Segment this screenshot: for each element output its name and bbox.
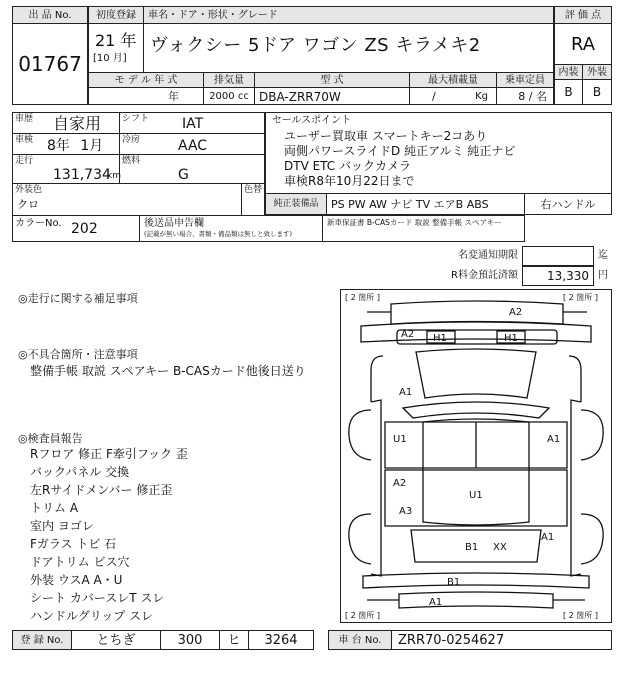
lot-number-cell xyxy=(12,23,88,105)
handle-cell xyxy=(524,193,612,215)
inspector-line: Fガラス トビ 石 xyxy=(30,537,117,551)
interior-label-cell xyxy=(554,64,583,80)
recycle-unit: 円 xyxy=(598,270,608,281)
mark-door-right: A1 xyxy=(547,434,561,445)
sales-points-label: セールスポイント xyxy=(272,115,352,126)
max-load-unit: Kg xyxy=(475,91,488,102)
equipment-label-cell xyxy=(265,193,327,215)
mark-back-x: XX xyxy=(493,542,507,553)
lot-number-label-cell xyxy=(12,6,88,24)
color-no-cell xyxy=(12,215,140,242)
exterior-score-cell xyxy=(582,79,612,105)
handle-value: 右ハンドル xyxy=(540,198,596,211)
history-cell xyxy=(12,112,120,134)
inspector-line: 室内 ヨゴレ xyxy=(30,519,94,533)
displacement-value: 2000 cc xyxy=(209,91,249,102)
inspector-line: 外装 ウスA A・U xyxy=(30,573,123,587)
fuel-value: G xyxy=(178,167,189,183)
shift-value: IAT xyxy=(182,116,204,132)
mark-rear-door-left: A2 xyxy=(393,478,407,489)
model-year-label: モ デ ル 年 式 xyxy=(114,75,178,86)
mark-front-left: A2 xyxy=(401,329,415,340)
aftermarket-note: (記載が無い場合、書類・備品類は無しと致します) xyxy=(144,230,293,238)
inspection-label: 車検 xyxy=(15,135,34,145)
exterior-score: B xyxy=(592,85,602,99)
interior-label: 内装 xyxy=(558,67,579,78)
new-car-docs: 新車保証書 B-CASカード 取説 整備手帳 スペアキー xyxy=(327,218,502,227)
notice-box xyxy=(522,246,594,266)
type-cell xyxy=(254,87,410,105)
interior-score: B xyxy=(564,85,573,99)
sales-point-line: 車検R8年10月22日まで xyxy=(284,174,415,188)
model-year-unit: 年 xyxy=(168,90,179,103)
first-reg-label: 初度登録 xyxy=(96,10,136,21)
sales-points-cell xyxy=(265,112,612,194)
first-reg-year: 21 年 xyxy=(95,31,137,50)
fuel-cell xyxy=(119,154,265,184)
first-reg-label-cell xyxy=(88,6,144,24)
type-value: DBA-ZRR70W xyxy=(259,90,341,104)
color-change-label: 色替 xyxy=(244,185,263,195)
diagram-tag-bottom-left: [ 2 箇所 ] xyxy=(345,611,380,620)
score-cell xyxy=(554,23,612,65)
shift-label: シフト xyxy=(122,114,150,124)
interior-score-cell xyxy=(554,79,583,105)
history-label: 車歴 xyxy=(15,114,34,124)
model-year-label-cell xyxy=(88,72,204,88)
color-no-value: 202 xyxy=(71,221,98,237)
damage-diagram xyxy=(340,289,612,623)
inspector-list xyxy=(30,447,188,627)
diagram-tag-bottom-right: [ 2 箇所 ] xyxy=(563,611,598,620)
sales-point-line: ユーザー買取車 スマートキー2コあり xyxy=(284,129,488,143)
max-load-slash: / xyxy=(432,90,436,103)
notice-label: 名変通知期限 xyxy=(458,250,518,261)
mark-front-bumper: A2 xyxy=(509,307,523,318)
displacement-label-cell xyxy=(203,72,255,88)
recycle-value: 13,330 xyxy=(547,269,589,283)
first-reg-cell xyxy=(88,23,144,73)
mark-headlight-right: H1 xyxy=(504,333,518,344)
defects-title: ◎不具合箇所・注意事項 xyxy=(18,348,138,361)
fuel-label: 燃料 xyxy=(122,156,141,166)
max-load-cell xyxy=(409,87,497,105)
lot-number-label: 出 品 No. xyxy=(28,10,72,21)
registration-label-cell xyxy=(12,630,72,650)
sales-point-line: 両側パワースライドD 純正アルミ 純正ナビ xyxy=(284,144,516,158)
mark-roof: U1 xyxy=(469,490,483,501)
max-load-label-cell xyxy=(409,72,497,88)
model-year-cell xyxy=(88,87,204,105)
inspector-line: トリム A xyxy=(30,501,79,515)
score-label: 評 価 点 xyxy=(564,10,602,21)
mark-headlight-left: H1 xyxy=(433,333,447,344)
chassis-cell xyxy=(391,630,612,650)
exterior-color-label: 外装色 xyxy=(15,185,43,195)
ac-label: 冷房 xyxy=(122,135,141,145)
registration-class-cell xyxy=(160,630,220,650)
lot-number: 01767 xyxy=(18,52,82,76)
displacement-label: 排気量 xyxy=(214,75,244,86)
inspector-line: シート カバースレT スレ xyxy=(30,591,165,605)
registration-region: とちぎ xyxy=(96,633,136,648)
registration-region-cell xyxy=(71,630,161,650)
diagram-tag-top-right: [ 2 箇所 ] xyxy=(563,293,598,302)
capacity-label: 乗車定員 xyxy=(505,75,545,86)
mileage-unit: km xyxy=(107,171,121,181)
chassis-label: 車 台 No. xyxy=(338,635,382,646)
aftermarket-label: 後送品申告欄 xyxy=(144,218,204,229)
defects-line: 整備手帳 取説 スペアキー B-CASカード他後日送り xyxy=(30,364,306,378)
mark-rear-bumper: A1 xyxy=(429,597,443,608)
equipment-cell xyxy=(326,193,525,215)
exterior-label-cell xyxy=(582,64,612,80)
exterior-label: 外装 xyxy=(587,67,607,78)
type-label: 型 式 xyxy=(320,75,344,86)
shift-cell xyxy=(119,112,265,134)
color-no-label: カラーNo. xyxy=(15,218,62,229)
capacity-value: 8 / 名 xyxy=(518,90,547,103)
mark-rear-right: A1 xyxy=(541,532,555,543)
new-car-docs-cell xyxy=(322,215,525,242)
mark-door-left: U1 xyxy=(393,434,407,445)
capacity-label-cell xyxy=(496,72,554,88)
max-load-label: 最大積載量 xyxy=(428,75,478,86)
mark-fender-left: A1 xyxy=(399,387,413,398)
aftermarket-cell xyxy=(139,215,323,242)
inspector-line: 左Rサイドメンバー 修正歪 xyxy=(30,483,173,497)
diagram-tag-top-left: [ 2 箇所 ] xyxy=(345,293,380,302)
mileage-value: 131,734 xyxy=(53,167,111,183)
inspector-line: ハンドルグリップ スレ xyxy=(30,609,154,623)
car-name-cell xyxy=(143,23,554,73)
chassis-label-cell xyxy=(328,630,392,650)
inspector-title: ◎検査員報告 xyxy=(18,432,83,445)
mark-rear-bumper-top: B1 xyxy=(447,577,461,588)
first-reg-month: [10 月] xyxy=(93,53,127,64)
type-label-cell xyxy=(254,72,410,88)
displacement-cell xyxy=(203,87,255,105)
score-label-cell xyxy=(554,6,612,24)
registration-kana-cell xyxy=(219,630,249,650)
car-name-label-cell xyxy=(143,6,554,24)
sales-point-line: DTV ETC バックカメラ xyxy=(284,159,411,173)
recycle-box xyxy=(522,266,594,286)
ac-value: AAC xyxy=(178,138,208,154)
ac-cell xyxy=(119,133,265,155)
inspector-line: バックパネル 交換 xyxy=(30,465,130,479)
registration-class: 300 xyxy=(177,633,203,648)
capacity-cell xyxy=(496,87,554,105)
car-outline-svg xyxy=(341,290,611,622)
score-value: RA xyxy=(570,34,596,55)
mileage-cell xyxy=(12,154,120,184)
notice-unit: 迄 xyxy=(598,250,608,261)
registration-number: 3264 xyxy=(264,633,298,648)
mileage-label: 走行 xyxy=(15,156,34,166)
registration-number-cell xyxy=(248,630,314,650)
history-value: 自家用 xyxy=(53,114,102,133)
equipment-label: 純正装備品 xyxy=(273,199,319,209)
exterior-color-cell xyxy=(12,183,265,216)
registration-label: 登 録 No. xyxy=(20,635,64,646)
recycle-label: R料金預託済額 xyxy=(451,270,518,281)
registration-kana: ヒ xyxy=(227,633,241,648)
mark-rear-left: A3 xyxy=(399,506,413,517)
car-name-label: 車名・ドア・形状・グレード xyxy=(148,10,278,21)
inspection-cell xyxy=(12,133,120,155)
inspector-line: ドアトリム ビス穴 xyxy=(30,555,130,569)
exterior-color-value: クロ xyxy=(17,198,39,211)
chassis-number: ZRR70-0254627 xyxy=(398,633,505,648)
mark-back: B1 xyxy=(465,542,479,553)
car-name: ヴォクシー 5ドア ワゴン ZS キラメキ2 xyxy=(150,35,481,56)
driving-notes-title: ◎走行に関する補足事項 xyxy=(18,292,138,305)
inspector-line: Rフロア 修正 F牽引フック 歪 xyxy=(30,447,188,461)
inspection-value: 8年 1月 xyxy=(47,138,104,154)
equipment-value: PS PW AW ナビ TV エアB ABS xyxy=(331,198,489,211)
